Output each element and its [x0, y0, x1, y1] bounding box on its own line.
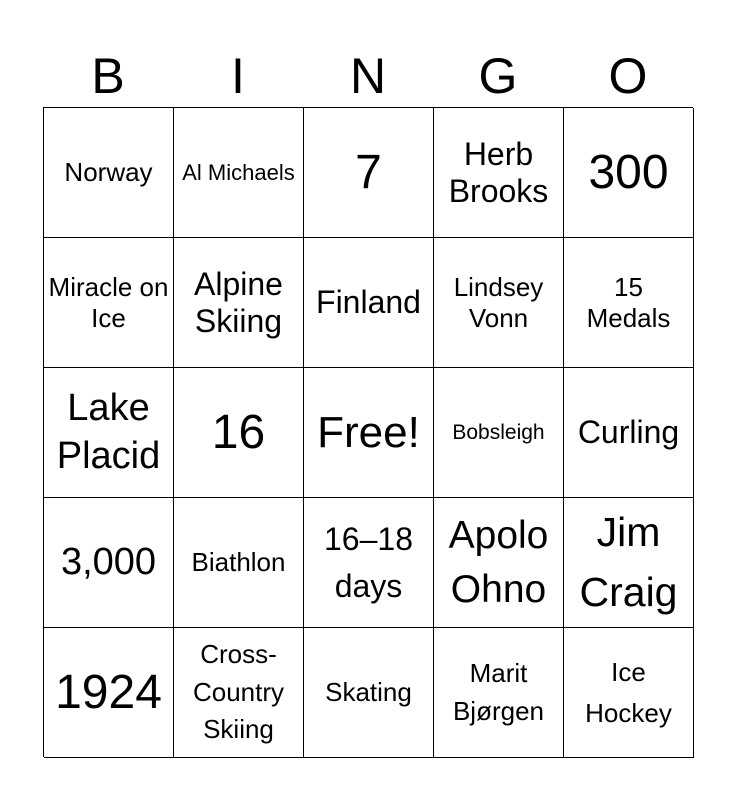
bingo-card-grid [43, 107, 693, 757]
bingo-cell: Cross-Country Skiing [174, 628, 304, 758]
bingo-cell: Jim Craig [564, 498, 694, 628]
bingo-cell: 300 [564, 108, 694, 238]
bingo-cell: Skating [304, 628, 434, 758]
bingo-cell: Alpine Skiing [174, 238, 304, 368]
bingo-cell: Lake Placid [44, 368, 174, 498]
bingo-cell: Herb Brooks [434, 108, 564, 238]
header-letter-i: I [231, 48, 245, 104]
header-letter-o: O [608, 48, 648, 104]
header-letter-n: N [349, 48, 387, 104]
bingo-header [43, 44, 693, 108]
header-letter-g: G [478, 48, 518, 104]
bingo-cell: Apolo Ohno [434, 498, 564, 628]
bingo-cell: Curling [564, 368, 694, 498]
bingo-cell: Miracle on Ice [44, 238, 174, 368]
bingo-cell: Finland [304, 238, 434, 368]
bingo-cell: 16–18 days [304, 498, 434, 628]
bingo-cell: 16 [174, 368, 304, 498]
bingo-cell: 15 Medals [564, 238, 694, 368]
bingo-cell: Ice Hockey [564, 628, 694, 758]
bingo-cell: Free! [304, 368, 434, 498]
bingo-cell: Marit Bjørgen [434, 628, 564, 758]
bingo-cell: 3,000 [44, 498, 174, 628]
header-letter-b: B [91, 48, 125, 104]
bingo-cell: Bobsleigh [434, 368, 564, 498]
bingo-cell: Al Michaels [174, 108, 304, 238]
bingo-cell: Biathlon [174, 498, 304, 628]
bingo-cell: Lindsey Vonn [434, 238, 564, 368]
bingo-cell: 7 [304, 108, 434, 238]
bingo-cell: 1924 [44, 628, 174, 758]
bingo-cell: Norway [44, 108, 174, 238]
